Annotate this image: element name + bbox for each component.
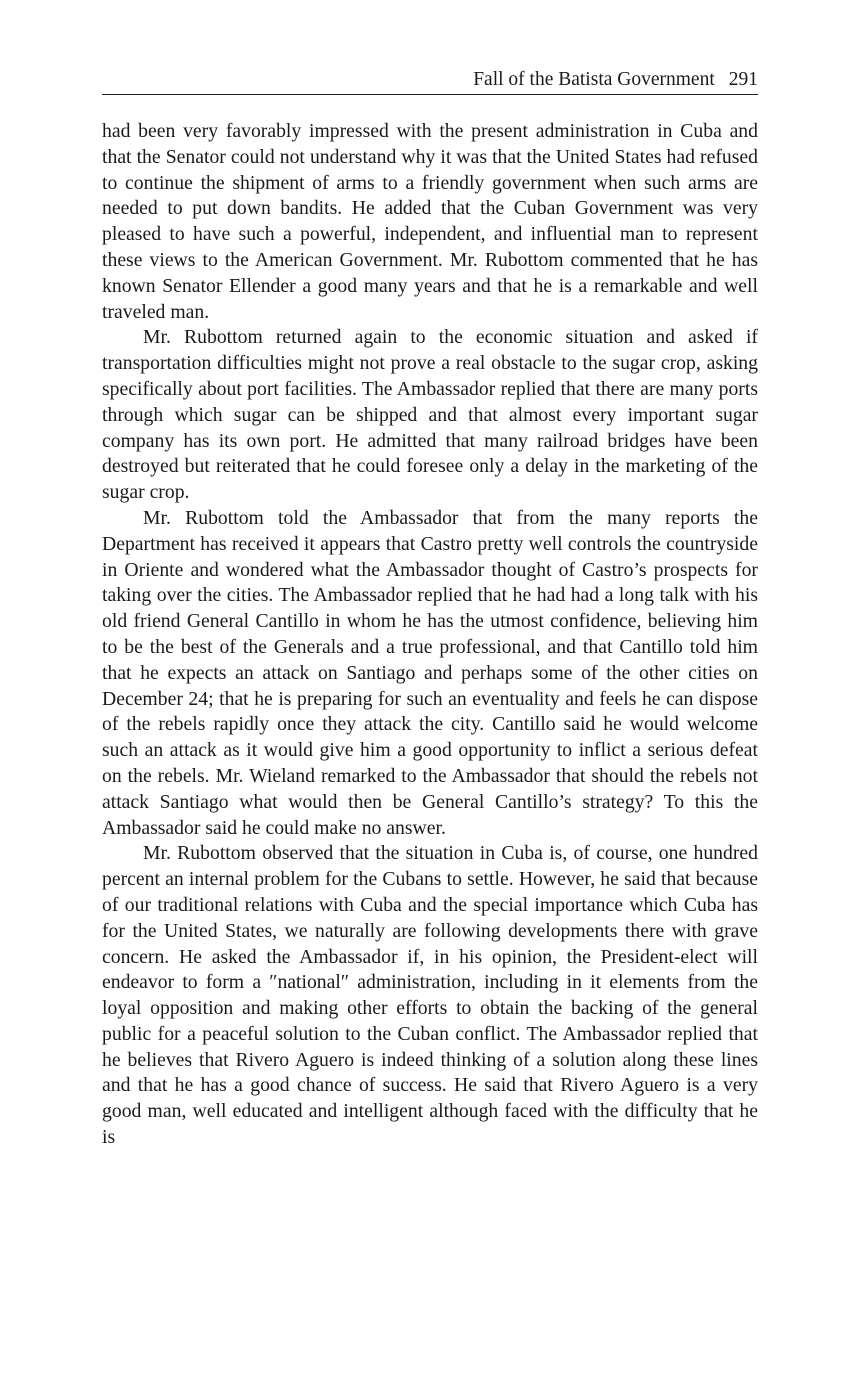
paragraph-1: had been very favorably impressed with the present administration in Cuba and that the Senator could not understand why it was that the United States had refused to continue the shipment of arms to a friendly government when such arms are needed to put down bandits. He added that the Cuban Government was very pleased to have such a powerful, independent, and influential man to represent these views to the American Government. Mr. Rubottom commented that he has known Senator Ellender a good many years and that he is a remarkable and well traveled man. xyxy=(102,120,758,323)
chapter-title: Fall of the Batista Government xyxy=(473,69,715,90)
paragraph-4: Mr. Rubottom observed that the situation in Cuba is, of course, one hundred percent an internal problem for the Cubans to settle. However, he said that because of our traditional relations with Cuba and the special importance which Cuba has for the United States, we naturally are following developments there with grave concern. He asked the Ambassador if, in his opinion, the President-elect will endeavor to form a ″national″ administration, including in it elements from the loyal opposition and making other efforts to obtain the backing of the general public for a peaceful solution to the Cuban conflict. The Ambassador replied that he believes that Rivero Aguero is indeed thinking of a solution along these lines and that he has a good chance of success. He said that Rivero Aguero is a very good man, well educated and intelligent although faced with the difficulty that he is xyxy=(102,842,758,1149)
paragraph-3: Mr. Rubottom told the Ambassador that from the many reports the Department has received it appears that Castro pretty well controls the countryside in Oriente and wondered what the Ambassador thought of Castro’s prospects for taking over the cities. The Ambassador replied that he had had a long talk with his old friend General Cantillo in whom he has the utmost confidence, believing him to be the best of the Generals and a true professional, and that Cantillo told him that he expects an attack on Santiago and perhaps some of the other cities on December 24; that he is preparing for such an eventuality and feels he can dispose of the rebels rapidly once they attack the city. Cantillo said he would welcome such an attack as it would give him a good opportunity to inflict a serious defeat on the rebels. Mr. Wieland remarked to the Ambassador that should the rebels not attack Santiago what would then be General Cantillo’s strategy? To this the Ambassador said he could make no answer. xyxy=(102,506,758,839)
body-text xyxy=(102,119,758,1151)
page-number: 291 xyxy=(728,69,758,90)
paragraph-2: Mr. Rubottom returned again to the economic situation and asked if transportation difficulties might not prove a real obstacle to the sugar crop, asking specifically about port facilities. The Ambassador replied that there are many ports through which sugar can be shipped and that almost every important sugar company has its own port. He admitted that many railroad bridges have been destroyed but reiterated that he could foresee only a delay in the marketing of the sugar crop. xyxy=(102,326,758,504)
book-page xyxy=(102,68,758,1151)
running-header xyxy=(102,68,758,95)
